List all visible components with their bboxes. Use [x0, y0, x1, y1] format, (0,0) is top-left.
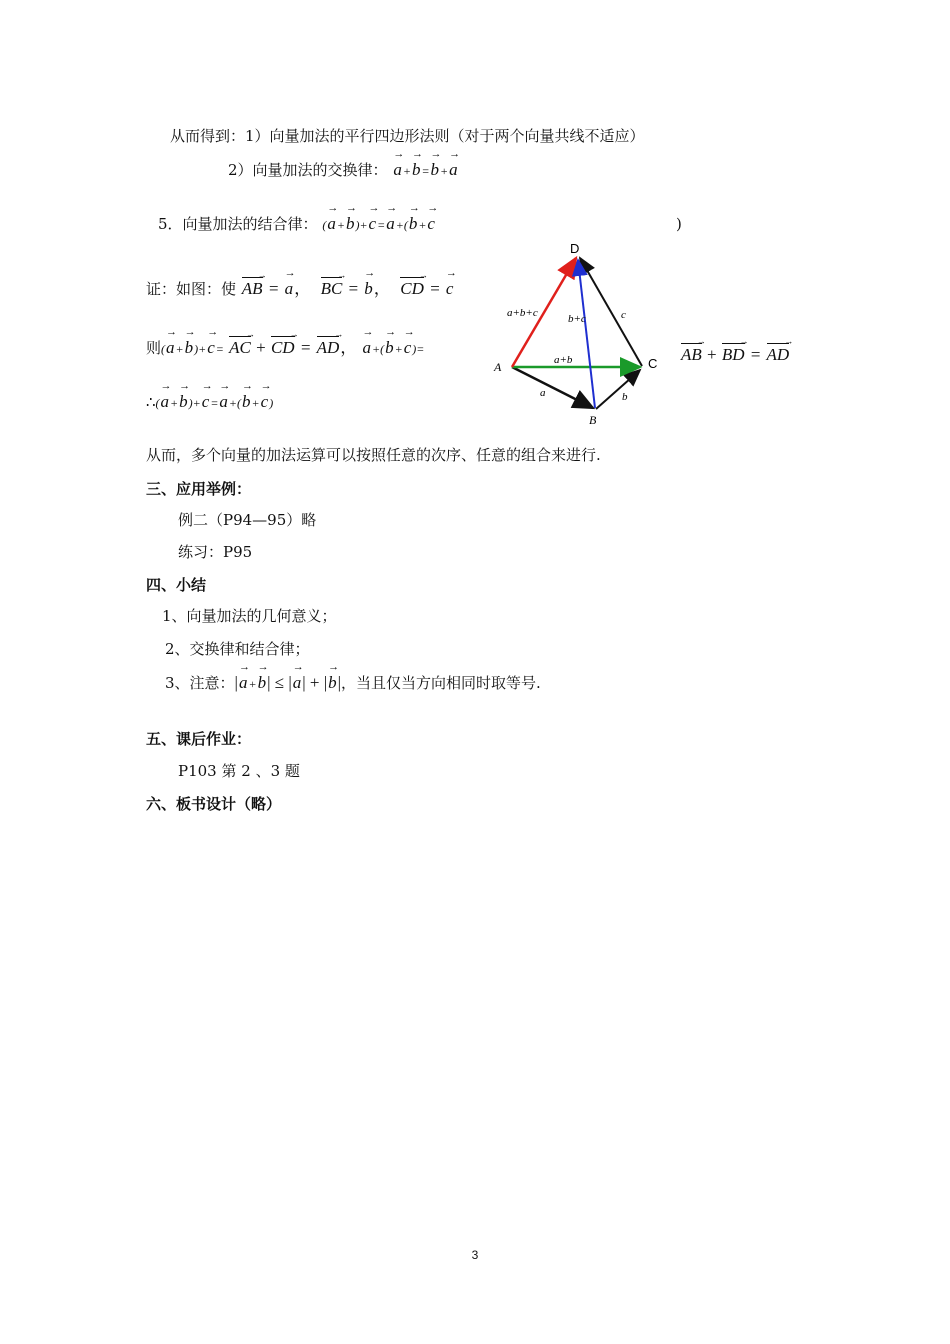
section-heading-4: 四、小结	[146, 576, 207, 594]
vec-a: → a	[393, 148, 405, 179]
therefore-line: ∴( → a+ → b)+ → c= → a+( → b+ → c)	[146, 380, 274, 411]
section-heading-6: 六、板书设计（略）	[146, 795, 282, 813]
vector-triangle-figure	[490, 236, 670, 428]
point-d-label: D	[570, 241, 580, 256]
then-label: 则	[146, 339, 162, 357]
vector-bc-arrow	[578, 260, 595, 408]
vec-b: → b	[411, 148, 423, 179]
summary-item-1: 1、向量加法的几何意义；	[162, 607, 337, 625]
label-ab: a+b	[554, 354, 573, 366]
text-line-1: 从而得到：1）向量加法的平行四边形法则（对于两个向量共线不适应）	[170, 127, 645, 145]
section-heading-5: 五、课后作业：	[146, 730, 252, 748]
point-c-label: C	[648, 356, 658, 371]
therefore-symbol: ∴	[146, 393, 156, 411]
vector-a-arrow	[512, 367, 593, 408]
section-heading-3: 三、应用举例：	[146, 480, 252, 498]
point-a-label: A	[494, 360, 502, 374]
summary-item-2: 2、交换律和结合律；	[165, 640, 310, 658]
point-b-label: B	[589, 413, 597, 427]
note-suffix: ，当且仅当方向相同时取等号.	[341, 674, 541, 692]
label-c: c	[621, 309, 626, 321]
label-abc: a+b+c	[507, 307, 538, 319]
conclusion-line: 从而，多个向量的加法运算可以按照任意的次序、任意的组合来进行.	[146, 446, 601, 464]
associative-label: 5．向量加法的结合律：	[158, 215, 318, 233]
vector-b-arrow	[596, 370, 640, 409]
practice-line: 练习：P95	[178, 543, 253, 561]
label-b: b	[622, 391, 628, 403]
ab-plus-bd-equation: → AB + → BD = → AD	[681, 336, 794, 364]
associative-law-line: 5．向量加法的结合律： ( → a+ → b)+ → c= → a+( → b+ → c	[158, 202, 439, 233]
proof-label: 证：如图：使	[146, 280, 237, 298]
commutative-law-line: 2）向量加法的交换律： → a+ → b= → b+ → a	[228, 148, 461, 179]
proof-then-line: 则( → a+ → b)+ → c= → AC + → CD = → AD， → a+( → b+ → c)=	[146, 326, 425, 357]
note-label: 3、注意：	[165, 674, 235, 692]
label-a: a	[540, 387, 546, 399]
vec-b: → b	[430, 148, 442, 179]
summary-item-3: 3、注意：| → a+ → b| ≤ | → a| + | → b|，当且仅当方向相同时取等号.	[165, 661, 541, 692]
example-line: 例二（P94—95）略	[178, 511, 317, 529]
homework-line: P103 第 2 、3 题	[178, 762, 300, 780]
vector-diagram	[490, 236, 670, 428]
label-bc: b+c	[568, 313, 586, 325]
commutative-label: 2）向量加法的交换律：	[228, 161, 388, 179]
vec-a: → a	[449, 148, 461, 179]
associative-close-paren: )	[676, 215, 682, 233]
page-number: 3	[471, 1248, 479, 1262]
proof-setup-line: 证：如图：使 → AB = → a， → BC = → b， → CD = → c	[146, 267, 457, 298]
